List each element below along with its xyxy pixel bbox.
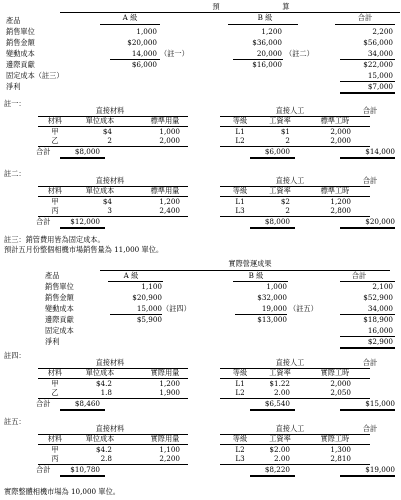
note2-dm-title: 直接材料 [95, 176, 125, 185]
note5-dm-cell-cost: $4.2 [95, 445, 112, 454]
note3-line1: 註三：銷管費用皆為固定成本。 [4, 235, 105, 244]
actual-title-line [100, 270, 390, 271]
budget-end [340, 92, 395, 94]
budget-note-a: （註一） [160, 49, 189, 58]
note2-dl-header: 標準工時 [320, 186, 350, 195]
actual-header-line-b [233, 281, 288, 282]
note2-dl-rows-line [220, 216, 370, 217]
budget-row-label: 銷售金額 [6, 38, 35, 47]
note2-dl-total-line [250, 227, 295, 229]
actual-row-b: $32,000 [257, 293, 287, 302]
note5-dl-cell-rate: 2.00 [273, 454, 290, 463]
actual-row-a: 15,000 [136, 304, 162, 313]
note1-dl-header: 等級 [232, 116, 248, 125]
note5-dl-title: 直接人工 [275, 424, 305, 433]
note2-dm-header: 標準用量 [150, 186, 180, 195]
budget-title-right: 算 [282, 2, 290, 11]
note1-grand-total: $14,000 [365, 147, 395, 156]
note5-total-title: 合計 [362, 424, 378, 433]
note2-dl-cell-rate: $2 [280, 197, 290, 206]
note5-dm-cell-cost: 2.8 [100, 454, 112, 463]
note1-dm-rows-line [38, 146, 188, 147]
note5-dm-total-line [60, 475, 105, 477]
actual-row-label: 產品 [45, 271, 60, 280]
note4-total-label: 合計 [36, 399, 51, 408]
note1-dl-cell-hours: 2,000 [330, 136, 351, 145]
actual-note-a: （註四） [162, 304, 191, 313]
note1-dl-total: $6,000 [264, 147, 290, 156]
actual-row-total: $2,900 [367, 337, 393, 346]
note2-dl-cell-rate: 2 [285, 206, 290, 215]
actual-row-b: $13,000 [257, 315, 287, 324]
actual-row-a: 1,100 [141, 282, 162, 291]
note1-dl-header: 工資率 [269, 116, 291, 125]
note1-dm-title: 直接材料 [95, 106, 125, 115]
note1-dm-cell-material: 甲 [51, 127, 59, 136]
actual-note-b: （註五） [289, 304, 318, 313]
note1-dm-cell-cost: $4 [102, 127, 112, 136]
actual-title: 實際營運成果 [228, 259, 272, 268]
note4-dl-header: 工資率 [269, 368, 291, 377]
actual-row-label: 淨利 [45, 337, 60, 346]
note1-dm-cell-qty: 2,000 [159, 136, 180, 145]
note4-dm-total: $8,460 [74, 399, 100, 408]
actual-row-a: $5,900 [136, 315, 162, 324]
note5-dm-title: 直接材料 [95, 424, 125, 433]
budget-row-total: $56,000 [363, 38, 393, 47]
note2-dm-cell-qty: 2,400 [159, 206, 180, 215]
note4-dm-cell-material: 甲 [51, 379, 59, 388]
note2-dm-cell-cost: $4 [102, 197, 112, 206]
note4-total-title: 合計 [362, 358, 378, 367]
note5-dl-rows-line [220, 464, 370, 465]
note1-dl-cell-rate: 2 [285, 136, 290, 145]
actual-row-label: 固定成本 [45, 326, 74, 335]
note4-dm-header: 材料 [47, 368, 63, 377]
note2-grand-total-line [340, 227, 395, 229]
actual-sep-fc [340, 336, 395, 337]
note5-dl-header: 實際工時 [320, 434, 350, 443]
budget-row-a: 14,000 [131, 49, 157, 58]
budget-row-total: 2,200 [372, 27, 393, 36]
budget-col-total: 合計 [357, 13, 373, 22]
note1-dl-header: 標準工時 [320, 116, 350, 125]
budget-row-b: $16,000 [252, 60, 282, 69]
actual-row-total: $18,900 [363, 315, 393, 324]
note2-grand-total: $20,000 [365, 217, 395, 226]
note4-dm-cell-cost: 1.8 [100, 388, 112, 397]
note1-label: 註一： [4, 99, 26, 108]
note4-dl-cell-rate: 2.00 [273, 388, 290, 397]
budget-row-a: $20,000 [127, 38, 157, 47]
budget-row-label: 銷售單位 [6, 27, 35, 36]
note5-dl-total: $8,220 [264, 465, 290, 474]
note2-dl-cell-grade: L1 [235, 197, 245, 206]
budget-row-total: 34,000 [367, 49, 393, 58]
note2-dm-rows-line [38, 216, 188, 217]
note1-dl-cell-rate: $1 [280, 127, 290, 136]
note5-total-label: 合計 [36, 465, 51, 474]
note2-dm-cell-material: 丙 [51, 206, 59, 215]
note5-dm-header: 材料 [47, 434, 63, 443]
actual-row-label: 變動成本 [45, 304, 74, 313]
note2-total-title: 合計 [362, 176, 378, 185]
note5-dm-cell-material: 丙 [51, 454, 59, 463]
note4-dl-cell-grade: L1 [235, 379, 245, 388]
note4-dl-cell-hours: 2,050 [330, 388, 351, 397]
budget-col-b: B 級 [257, 13, 273, 22]
budget-row-total: $7,000 [367, 82, 393, 91]
note2-dm-cell-qty: 1,200 [159, 197, 180, 206]
budget-row-label: 產品 [6, 16, 21, 25]
actual-row-total: 34,000 [367, 304, 393, 313]
note4-dl-rows-line [220, 398, 370, 399]
actual-row-a: A 級 [123, 271, 139, 280]
budget-sep-fc [340, 81, 395, 82]
note2-dm-total-line [60, 227, 105, 229]
note1-dm-header: 材料 [47, 116, 63, 125]
budget-col-a: A 級 [122, 13, 138, 22]
actual-row-total: $52,900 [363, 293, 393, 302]
note5-dm-header: 實際用量 [150, 434, 180, 443]
note2-dl-header: 工資率 [269, 186, 291, 195]
note2-dm-header: 材料 [47, 186, 63, 195]
note4-dm-rows-line [38, 398, 188, 399]
actual-row-b: 1,000 [266, 282, 287, 291]
budget-note-b: （註二） [285, 49, 314, 58]
note1-dm-cell-cost: 2 [107, 136, 112, 145]
note5-dl-cell-hours: 1,300 [330, 445, 351, 454]
actual-row-b: B 級 [248, 271, 264, 280]
note1-dm-total: $8,000 [74, 147, 100, 156]
note2-dl-header: 等級 [232, 186, 248, 195]
note4-dm-header: 實際用量 [150, 368, 180, 377]
note5-dl-cell-rate: $2.00 [269, 445, 290, 454]
note2-dl-cell-hours: 1,200 [330, 197, 351, 206]
note5-dl-cell-hours: 2,810 [330, 454, 351, 463]
actual-header-line-t [340, 281, 395, 282]
note2-total-label: 合計 [36, 217, 51, 226]
budget-row-b: 20,000 [256, 49, 282, 58]
budget-row-b: 1,200 [261, 27, 282, 36]
note4-grand-total-line [340, 409, 395, 411]
note2-dl-total: $8,000 [264, 217, 290, 226]
note4-dl-cell-grade: L2 [235, 388, 245, 397]
budget-row-b: $36,000 [252, 38, 282, 47]
note5-dm-header: 單位成本 [85, 434, 115, 443]
budget-title-line [60, 12, 400, 13]
footer-note: 實際整體相機市場為 10,000 單位。 [4, 487, 120, 496]
note4-dl-cell-hours: 2,000 [330, 379, 351, 388]
note4-dm-cell-material: 乙 [51, 388, 59, 397]
note2-dl-cell-grade: L3 [235, 206, 245, 215]
note1-grand-total-line [340, 157, 395, 159]
budget-row-total: $22,000 [363, 60, 393, 69]
note1-dl-cell-hours: 2,000 [330, 127, 351, 136]
budget-sep-vc-b [233, 59, 283, 60]
actual-row-label: 銷售金額 [45, 293, 74, 302]
note5-grand-total: $19,000 [365, 465, 395, 474]
note1-dl-cell-grade: L1 [235, 127, 245, 136]
note2-dm-total: $12,000 [70, 217, 100, 226]
note4-dl-total: $6,540 [264, 399, 290, 408]
note1-dl-rows-line [220, 146, 370, 147]
note5-dl-total-line [250, 475, 295, 477]
note5-dl-cell-grade: L2 [235, 445, 245, 454]
actual-header-line-a [108, 281, 163, 282]
actual-end [340, 347, 395, 349]
note3-line2: 預計五月份整個相機市場銷售量為 11,000 單位。 [4, 245, 164, 254]
note2-dm-cell-material: 甲 [51, 197, 59, 206]
budget-title-left: 預 [212, 2, 220, 11]
actual-sep-vc-t [340, 314, 395, 315]
budget-sep-vc-a [110, 59, 160, 60]
note4-dl-title: 直接人工 [275, 358, 305, 367]
note4-dl-header: 實際工時 [320, 368, 350, 377]
budget-col-a-line [100, 24, 160, 25]
note5-dm-rows-line [38, 464, 188, 465]
actual-row-label: 銷售單位 [45, 282, 74, 291]
note5-dm-cell-material: 甲 [51, 445, 59, 454]
note2-label: 註二： [4, 169, 26, 178]
note1-total-label: 合計 [36, 147, 51, 156]
budget-row-a: 1,000 [136, 27, 157, 36]
note5-dl-cell-grade: L3 [235, 454, 245, 463]
note5-dl-header: 等級 [232, 434, 248, 443]
actual-row-total: 16,000 [367, 326, 393, 335]
note5-dm-cell-qty: 1,100 [159, 445, 180, 454]
budget-row-label: 固定成本（註三） [6, 71, 64, 80]
note4-dl-header: 等級 [232, 368, 248, 377]
note4-grand-total: $15,000 [365, 399, 395, 408]
budget-row-label: 邊際貢獻 [6, 60, 35, 69]
note5-grand-total-line [340, 475, 395, 477]
note5-label: 註五： [4, 417, 26, 426]
note4-dm-cell-qty: 1,900 [159, 388, 180, 397]
note1-dm-header: 標準用量 [150, 116, 180, 125]
budget-row-label: 變動成本 [6, 49, 35, 58]
note1-total-title: 合計 [362, 106, 378, 115]
actual-row-label: 邊際貢獻 [45, 315, 74, 324]
note5-dl-header: 工資率 [269, 434, 291, 443]
note1-dl-total-line [250, 157, 295, 159]
actual-sep-vc-a [110, 314, 162, 315]
actual-row-total: 2,100 [372, 282, 393, 291]
note1-dm-total-line [60, 157, 105, 159]
note4-dm-title: 直接材料 [95, 358, 125, 367]
note1-dm-header: 單位成本 [85, 116, 115, 125]
note1-dl-cell-grade: L2 [235, 136, 245, 145]
note4-dm-cell-cost: $4.2 [95, 379, 112, 388]
budget-row-a: $6,000 [131, 60, 157, 69]
actual-row-total: 合計 [351, 271, 367, 280]
note4-dl-total-line [250, 409, 295, 411]
note1-dm-cell-qty: 1,000 [159, 127, 180, 136]
note2-dl-cell-hours: 2,800 [330, 206, 351, 215]
note2-dl-title: 直接人工 [275, 176, 305, 185]
budget-col-total-line [335, 24, 395, 25]
actual-sep-vc-b [235, 314, 287, 315]
note1-dl-title: 直接人工 [275, 106, 305, 115]
note5-dm-cell-qty: 2,200 [159, 454, 180, 463]
note4-label: 註四： [4, 351, 26, 360]
budget-row-label: 淨利 [6, 82, 21, 91]
actual-row-b: 19,000 [261, 304, 287, 313]
note2-dm-cell-cost: 3 [107, 206, 112, 215]
note4-dm-cell-qty: 1,200 [159, 379, 180, 388]
note4-dl-cell-rate: $1.22 [269, 379, 290, 388]
note1-dm-cell-material: 乙 [51, 136, 59, 145]
note4-dm-total-line [60, 409, 105, 411]
budget-row-total: 15,000 [367, 71, 393, 80]
actual-row-a: $20,900 [132, 293, 162, 302]
budget-sep-vc-t [340, 59, 395, 60]
budget-col-b-line [228, 24, 298, 25]
note2-dm-header: 單位成本 [85, 186, 115, 195]
note5-dm-total: $10,780 [70, 465, 100, 474]
note4-dm-header: 單位成本 [85, 368, 115, 377]
